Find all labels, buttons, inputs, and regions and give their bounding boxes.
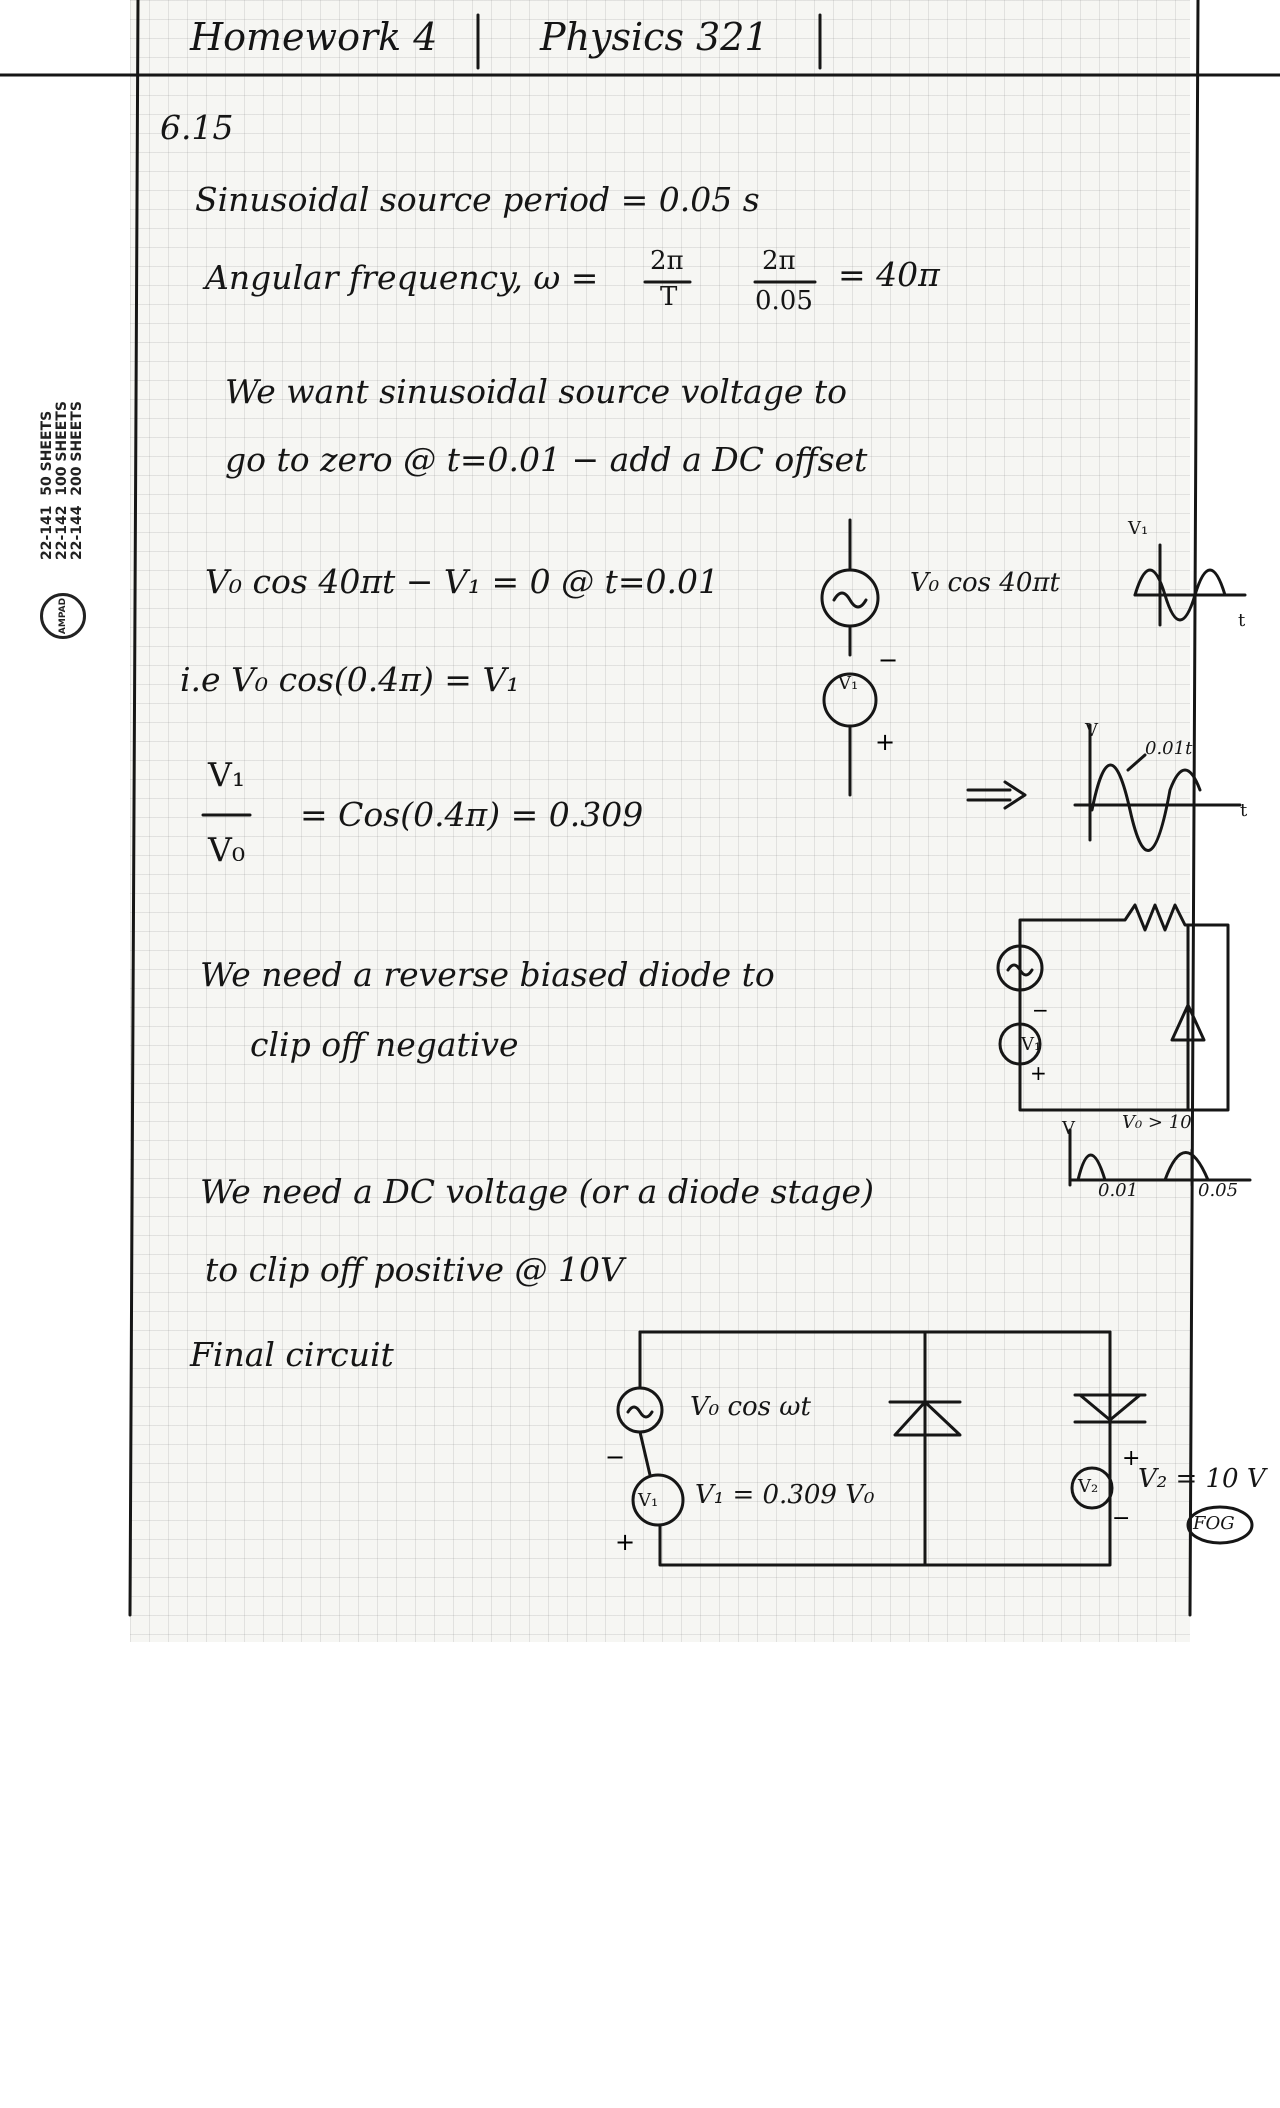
- svg-text:−: −: [605, 1443, 626, 1471]
- sine-plot-1: [1135, 545, 1245, 625]
- diode-line-2: clip off negative: [250, 1025, 519, 1064]
- omega-frac1-num: 2π: [650, 246, 684, 276]
- final-battery2-icon: [1072, 1468, 1112, 1508]
- svg-text:−: −: [878, 646, 899, 674]
- svg-text:−: −: [1032, 998, 1049, 1022]
- plot1-t-label: t: [1238, 610, 1246, 631]
- ratio-numerator: V₁: [208, 755, 246, 794]
- omega-frac1-den: T: [660, 282, 678, 312]
- plot3-tick-1: 0.01: [1098, 1180, 1139, 1201]
- right-margin-line: [1190, 0, 1198, 1615]
- offset-sine-plot: [968, 725, 1240, 851]
- final-circuit-diagram: [605, 1332, 1252, 1565]
- circuit2-battery-label: V₁: [1021, 1034, 1042, 1055]
- svg-text:+: +: [1122, 1446, 1141, 1471]
- pad-brand-logo: AMPAD: [40, 593, 86, 639]
- dc-line-2: to clip off positive @ 10V: [205, 1250, 624, 1289]
- dc-line-1: We need a DC voltage (or a diode stage): [200, 1172, 874, 1211]
- circuit-1-diagram: [822, 520, 898, 795]
- plot2-v-label: V: [1085, 720, 1098, 741]
- svg-text:+: +: [875, 728, 896, 756]
- left-margin-line: [130, 0, 138, 1615]
- plot2-t-label: t: [1240, 800, 1248, 821]
- source-label: V₀ cos 40πt: [910, 568, 1060, 598]
- homework-title: Homework 4: [190, 15, 438, 59]
- want-line-1: We want sinusoidal source voltage to: [225, 372, 847, 411]
- equation-2: i.e V₀ cos(0.4π) = V₁: [180, 660, 520, 699]
- equation-1: V₀ cos 40πt − V₁ = 0 @ t=0.01: [205, 562, 719, 601]
- omega-label: Angular frequency, ω =: [205, 258, 599, 297]
- svg-text:+: +: [615, 1528, 636, 1556]
- plot3-tick-2: 0.05: [1198, 1180, 1239, 1201]
- ratio-denominator: V₀: [208, 830, 246, 869]
- ratio-result: = Cos(0.4π) = 0.309: [300, 795, 644, 834]
- want-line-2: go to zero @ t=0.01 − add a DC offset: [225, 440, 868, 479]
- final-battery2-value: V₂ = 10 V: [1138, 1464, 1266, 1494]
- svg-text:−: −: [1112, 1506, 1131, 1531]
- final-battery2-label: V₂: [1078, 1476, 1099, 1497]
- plot1-v-label: V₁: [1128, 518, 1149, 539]
- course-title: Physics 321: [540, 15, 769, 59]
- final-battery1-value: V₁ = 0.309 V₀: [695, 1480, 875, 1510]
- circled-note: FOG: [1193, 1513, 1235, 1534]
- dc-battery-icon: [824, 674, 876, 726]
- clipped-plot: [1070, 1130, 1250, 1185]
- svg-text:+: +: [1030, 1061, 1047, 1085]
- omega-frac2-den: 0.05: [755, 286, 813, 316]
- diode-line-1: We need a reverse biased diode to: [200, 955, 775, 994]
- pad-sheet-count: 22-141 50 SHEETS 22-142 100 SHEETS 22-144 200 SHEETS: [39, 401, 85, 560]
- final-source-label: V₀ cos ωt: [690, 1392, 811, 1422]
- problem-number: 6.15: [160, 108, 234, 147]
- final-circuit-label: Final circuit: [190, 1335, 394, 1374]
- period-line: Sinusoidal source period = 0.05 s: [195, 180, 760, 219]
- plot2-mark: 0.01t: [1145, 738, 1193, 759]
- plot3-note: V₀ > 10: [1122, 1112, 1192, 1133]
- omega-result: = 40π: [838, 255, 940, 294]
- plot3-v-label: V: [1062, 1118, 1075, 1139]
- battery-v1-label: V₁: [838, 673, 859, 694]
- omega-frac2-num: 2π: [762, 246, 796, 276]
- final-battery1-icon: [633, 1475, 683, 1525]
- final-battery1-label: V₁: [638, 1490, 659, 1511]
